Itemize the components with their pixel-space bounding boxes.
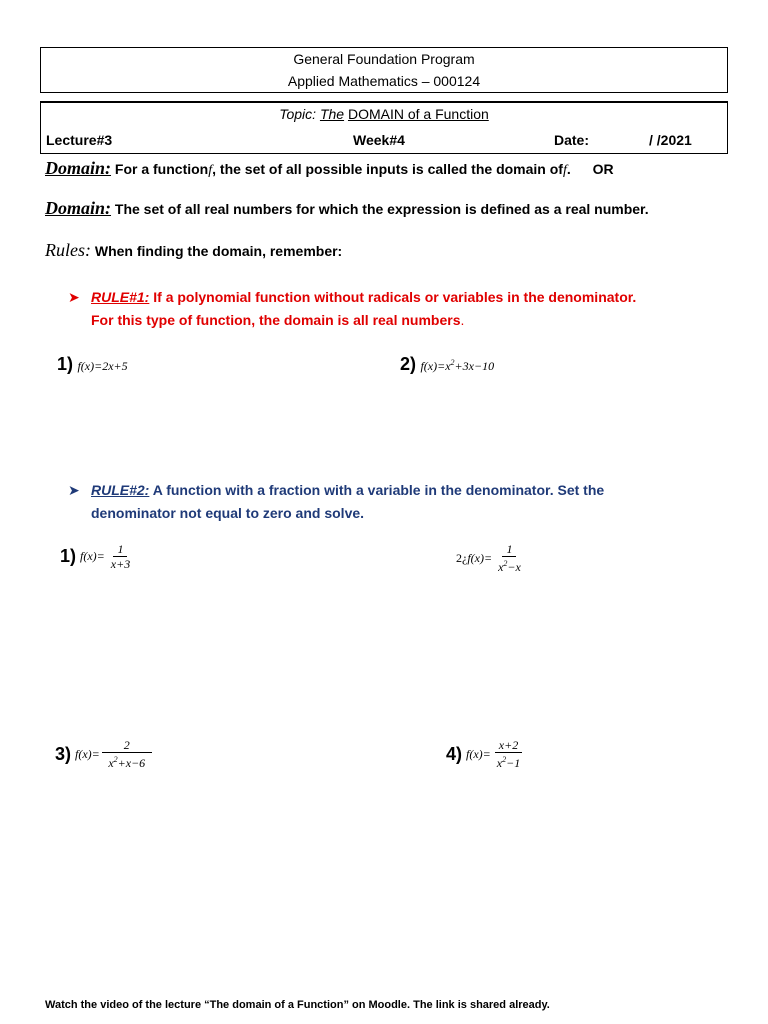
topic-label: Topic: [279, 106, 317, 122]
topic-line [41, 106, 727, 122]
date-label: Date: [554, 132, 590, 148]
definition-1 [45, 158, 614, 179]
example-expression: f(x)=2x+5 [77, 359, 128, 373]
definition-2 [45, 198, 649, 219]
header-info-box [40, 101, 728, 154]
example-lhs: f(x)= [467, 550, 493, 565]
rule2-example-1 [60, 542, 134, 571]
week-label: Week#4 [353, 132, 405, 148]
example-fraction: $\frac{x+2}{x^2-1}$ [496, 738, 521, 770]
rules-text: When finding the domain, remember: [94, 243, 343, 259]
example-expression: $f(x)=x^2+3x-10$ [420, 358, 495, 373]
program-name: General Foundation Program [293, 51, 475, 67]
definition-1-text-a: For a function [114, 161, 209, 177]
or-label: OR [592, 161, 614, 177]
example-prefix: 2¿ [456, 550, 468, 565]
rule2-line1 [91, 482, 604, 498]
example-lhs: f(x)= [75, 746, 100, 761]
rule2-title: RULE#2: [91, 482, 150, 498]
example-fraction: $\frac{1}{x^2-x}$ [498, 542, 521, 574]
rule1-text2: For this type of function, the domain is all real numbers [91, 312, 461, 328]
rule2-example-4 [446, 738, 524, 770]
rule1-line1 [91, 289, 636, 305]
topic-title: DOMAIN of a Function [347, 106, 489, 122]
function-symbol: f [208, 163, 213, 178]
definition-1-text-b: , the set of all possible inputs is called the domain of [212, 161, 563, 177]
lecture-label: Lecture#3 [46, 132, 113, 148]
definition-1-text-c: . [566, 161, 571, 177]
rule1-title: RULE#1: [91, 289, 150, 305]
rule1-text1: If a polynomial function without radicals or variables in the denominator. [153, 289, 637, 305]
function-symbol-2: f [562, 163, 567, 178]
rule2-example-3 [55, 738, 152, 770]
rule1-text2-end: . [460, 312, 465, 328]
rule2-line2: denominator not equal to zero and solve. [91, 505, 365, 521]
example-number: 3) [55, 743, 72, 764]
header-title-box [40, 47, 728, 93]
rule1-arrow-icon: ➤ [68, 289, 80, 305]
rule1-example-1 [57, 354, 128, 375]
footer-note: Watch the video of the lecture “The domain of a Function” on Moodle. The link is shared already. [45, 999, 550, 1011]
rule2-arrow-icon: ➤ [68, 482, 80, 498]
example-lhs: f(x)= [80, 549, 105, 563]
date-value: / /2021 [649, 132, 692, 148]
example-number: 2) [400, 354, 417, 374]
rule1-line2 [91, 312, 464, 328]
rule1-example-2 [400, 354, 494, 375]
example-number: 4) [446, 743, 463, 764]
topic-the: The [319, 106, 345, 122]
example-number: 1) [60, 546, 77, 566]
rules-label: Rules: [45, 240, 91, 260]
domain-label-2: Domain: [45, 198, 112, 218]
rules-line [45, 240, 342, 261]
rule2-text1: A function with a fraction with a variable in the denominator. Set the [152, 482, 605, 498]
example-lhs: f(x)= [466, 746, 491, 761]
example-fraction: $\frac{2}{x^2+x-6}$ [102, 738, 152, 770]
domain-label-1: Domain: [45, 158, 112, 178]
example-fraction: $\frac{1}{x+3}$ [110, 542, 131, 571]
example-number: 1) [57, 354, 74, 374]
rule2-example-2 [456, 542, 525, 574]
definition-2-text: The set of all real numbers for which the expression is defined as a real number. [114, 201, 649, 217]
course-name: Applied Mathematics – 000124 [287, 73, 481, 89]
